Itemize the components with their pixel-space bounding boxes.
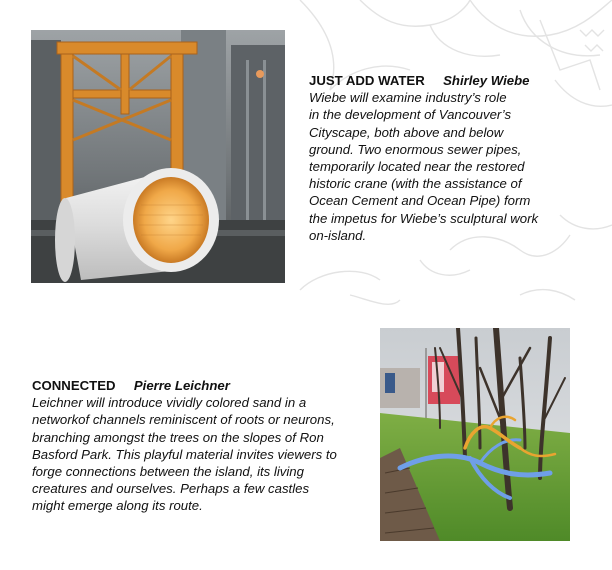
pipe-and-crane-photo (31, 30, 285, 283)
entry-description (309, 89, 609, 244)
artist-name: Shirley Wiebe (443, 73, 530, 88)
description-line: in the development of Vancouver’s (309, 107, 512, 123)
description-line: networkof channels reminiscent of roots or neurons, (32, 412, 335, 428)
description-line: on-island. (309, 227, 367, 243)
description-line: Basford Park. This playful material invites viewers to (32, 446, 337, 462)
description-line: temporarily located near the restored (309, 159, 525, 175)
description-line: the impetus for Wiebe’s sculptural work (309, 210, 539, 226)
description-line: might emerge along its route. (32, 498, 203, 514)
entry-title-line (309, 72, 609, 89)
entry-description (32, 394, 372, 514)
artist-name: Pierre Leichner (133, 378, 230, 393)
entry-title: JUST ADD WATER (309, 73, 425, 88)
entry-title: CONNECTED (32, 378, 116, 393)
description-line: forge connections between the island, its living (32, 464, 304, 480)
entry-title-line (32, 377, 372, 394)
description-line: creatures and ourselves. Perhaps a few castles (32, 481, 310, 497)
park-sand-channels-photo (380, 328, 570, 541)
description-line: ground. Two enormous sewer pipes, (309, 141, 522, 157)
description-line: Leichner will introduce vividly colored sand in a (32, 395, 307, 411)
description-line: Ocean Cement and Ocean Pipe) form (309, 193, 531, 209)
description-line: Wiebe will examine industry’s role (309, 90, 507, 106)
description-line: historic crane (with the assistance of (309, 176, 522, 192)
entry-just-add-water (309, 72, 609, 244)
description-line: branching amongst the trees on the slopes of Ron (32, 429, 324, 445)
description-line: Cityscape, both above and below (309, 124, 504, 140)
entry-connected (32, 377, 372, 515)
